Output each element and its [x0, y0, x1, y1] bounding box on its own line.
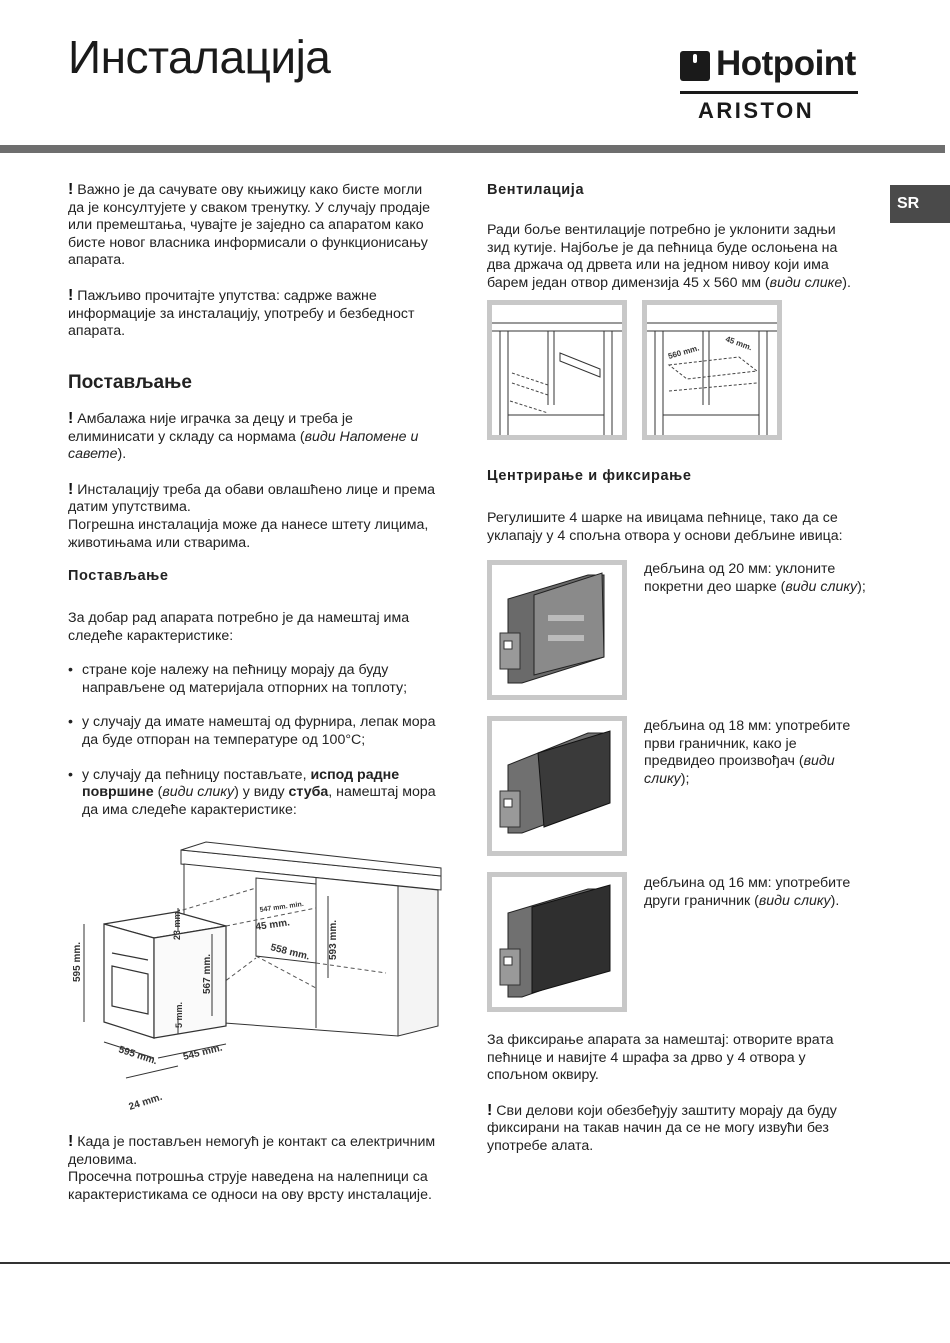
header-rule [0, 145, 945, 153]
section-title-installation: Постављање [68, 372, 192, 393]
brand-name: Hotpoint [716, 44, 856, 83]
list-item: • стране које належу на пећницу морају да буду направљене од материјала отпорних на топлоту; [68, 662, 440, 697]
fixing-instructions: За фиксирање апарата за намештај: отворите врата пећнице и навијте 4 шрафа за дрво у 4 отвора у спољном оквиру. [487, 1032, 834, 1084]
placement-requirements [68, 610, 440, 836]
hinge-image-16mm [487, 872, 627, 1012]
note-authorized: ! Инсталацију треба да обави овлашћено лице и према датим упутствима. Погрешна инсталација може да нанесе штету лицима, животињама или стварима. [68, 480, 435, 551]
note-packaging: ! Амбалажа није играчка за децу и треба је елиминисати у складу са нормама (види Напомене и савете). [68, 410, 419, 463]
ventilation-image-2 [642, 300, 782, 440]
warning-icon: ! [68, 1133, 74, 1150]
dimension-label: 45 mm. [724, 334, 754, 353]
intro-notes [68, 181, 440, 358]
warning-icon: ! [68, 480, 74, 498]
hinge-text-18mm: дебљина од 18 мм: употребите први граничник, како је предвидео произвођач (види слику); [644, 718, 851, 787]
ventilation-image-1 [487, 300, 627, 440]
dimension-label: 45 mm. [254, 917, 291, 933]
warning-icon: ! [68, 181, 74, 198]
dimension-label: 558 mm. [269, 942, 311, 963]
dimension-label: 5 mm. [174, 1001, 184, 1028]
installation-notes [68, 410, 440, 569]
dimension-label: 545 mm. [182, 1042, 224, 1063]
ventilation-text: Ради боље вентилације потребно је уклонити задњи зид кутије. Најбоље је да пећница буде ослоњена на два држача од дрвета или на једном нивоу који има барем један отвор димензија 45 x 560 мм (види слике). [487, 222, 851, 291]
section-title-ventilation: Вентилација [487, 182, 585, 198]
electrical-note [68, 1133, 440, 1221]
note-electrical: ! Када је постављен немогућ је контакт са електричним деловима. Просечна потрошња струје наведена на налепници са карактеристикама се односи на ову врсту инсталације. [68, 1133, 436, 1203]
dimension-label: 547 mm. min. [259, 900, 305, 914]
language-tab: SR [890, 185, 950, 223]
installation-diagram [66, 838, 446, 1118]
placement-intro: За добар рад апарата потребно је да намештај има следеће карактеристике: [68, 610, 410, 644]
hinge-text-20mm: дебљина од 20 мм: уклоните покретни део шарке (види слику); [644, 561, 866, 595]
warning-icon: ! [487, 1101, 493, 1119]
dimension-label: 23 mm. [172, 908, 182, 940]
hinge-text-16mm: дебљина од 16 мм: употребите други граничник (види слику). [644, 875, 851, 909]
dimension-label: 567 mm. [202, 953, 213, 994]
note-keep-booklet: ! Важно је да сачувате ову књижицу како бисте могли да је консултујете у сваком тренутку. У случају продаје или премештања, чувајте је заједно са апаратом како бисте новог власника информисали о функционисању апарата. [68, 181, 431, 269]
note-protection-parts: ! Сви делови који обезбеђују заштиту морају да буду фиксирани на такав начин да се не могу извући без употребе алата. [487, 1101, 837, 1154]
brand-logo-icon [680, 51, 710, 81]
fixing-text [487, 1032, 862, 1173]
hinge-image-18mm [487, 716, 627, 856]
list-item: • у случају да имате намештај од фурнира, лепак мора да буде отпоран на температуре од 100°C; [68, 714, 440, 749]
dimension-label: 595 mm. [117, 1044, 159, 1068]
brand-subname: ARISTON [698, 98, 815, 123]
subsection-title-placement: Постављање [68, 568, 169, 584]
dimension-label: 595 mm. [72, 941, 83, 982]
brand-divider [680, 91, 858, 94]
brand-logo [680, 44, 860, 128]
page-title: Инсталација [68, 31, 331, 83]
dimension-label: 593 mm. [328, 919, 339, 960]
section-title-centering: Центрирање и фиксирање [487, 468, 692, 484]
note-read-instructions: ! Пажљиво прочитајте упутства: садрже важне информације за инсталацију, употребу и безбедност апарата. [68, 286, 415, 340]
centering-text: Регулишите 4 шарке на ивицама пећнице, тако да се уклапају у 4 спољна отвора у основи дебљине ивица: [487, 510, 843, 544]
dimension-label: 560 mm. [667, 343, 701, 361]
list-item: • у случају да пећницу постављате, испод радне површине (види слику) у виду стуба, намештај мора да има следеће карактеристике: [68, 767, 440, 820]
dimension-label: 24 mm. [127, 1091, 164, 1113]
footer-rule [0, 1262, 950, 1264]
hinge-image-20mm [487, 560, 627, 700]
warning-icon: ! [68, 286, 74, 304]
warning-icon: ! [68, 410, 74, 427]
